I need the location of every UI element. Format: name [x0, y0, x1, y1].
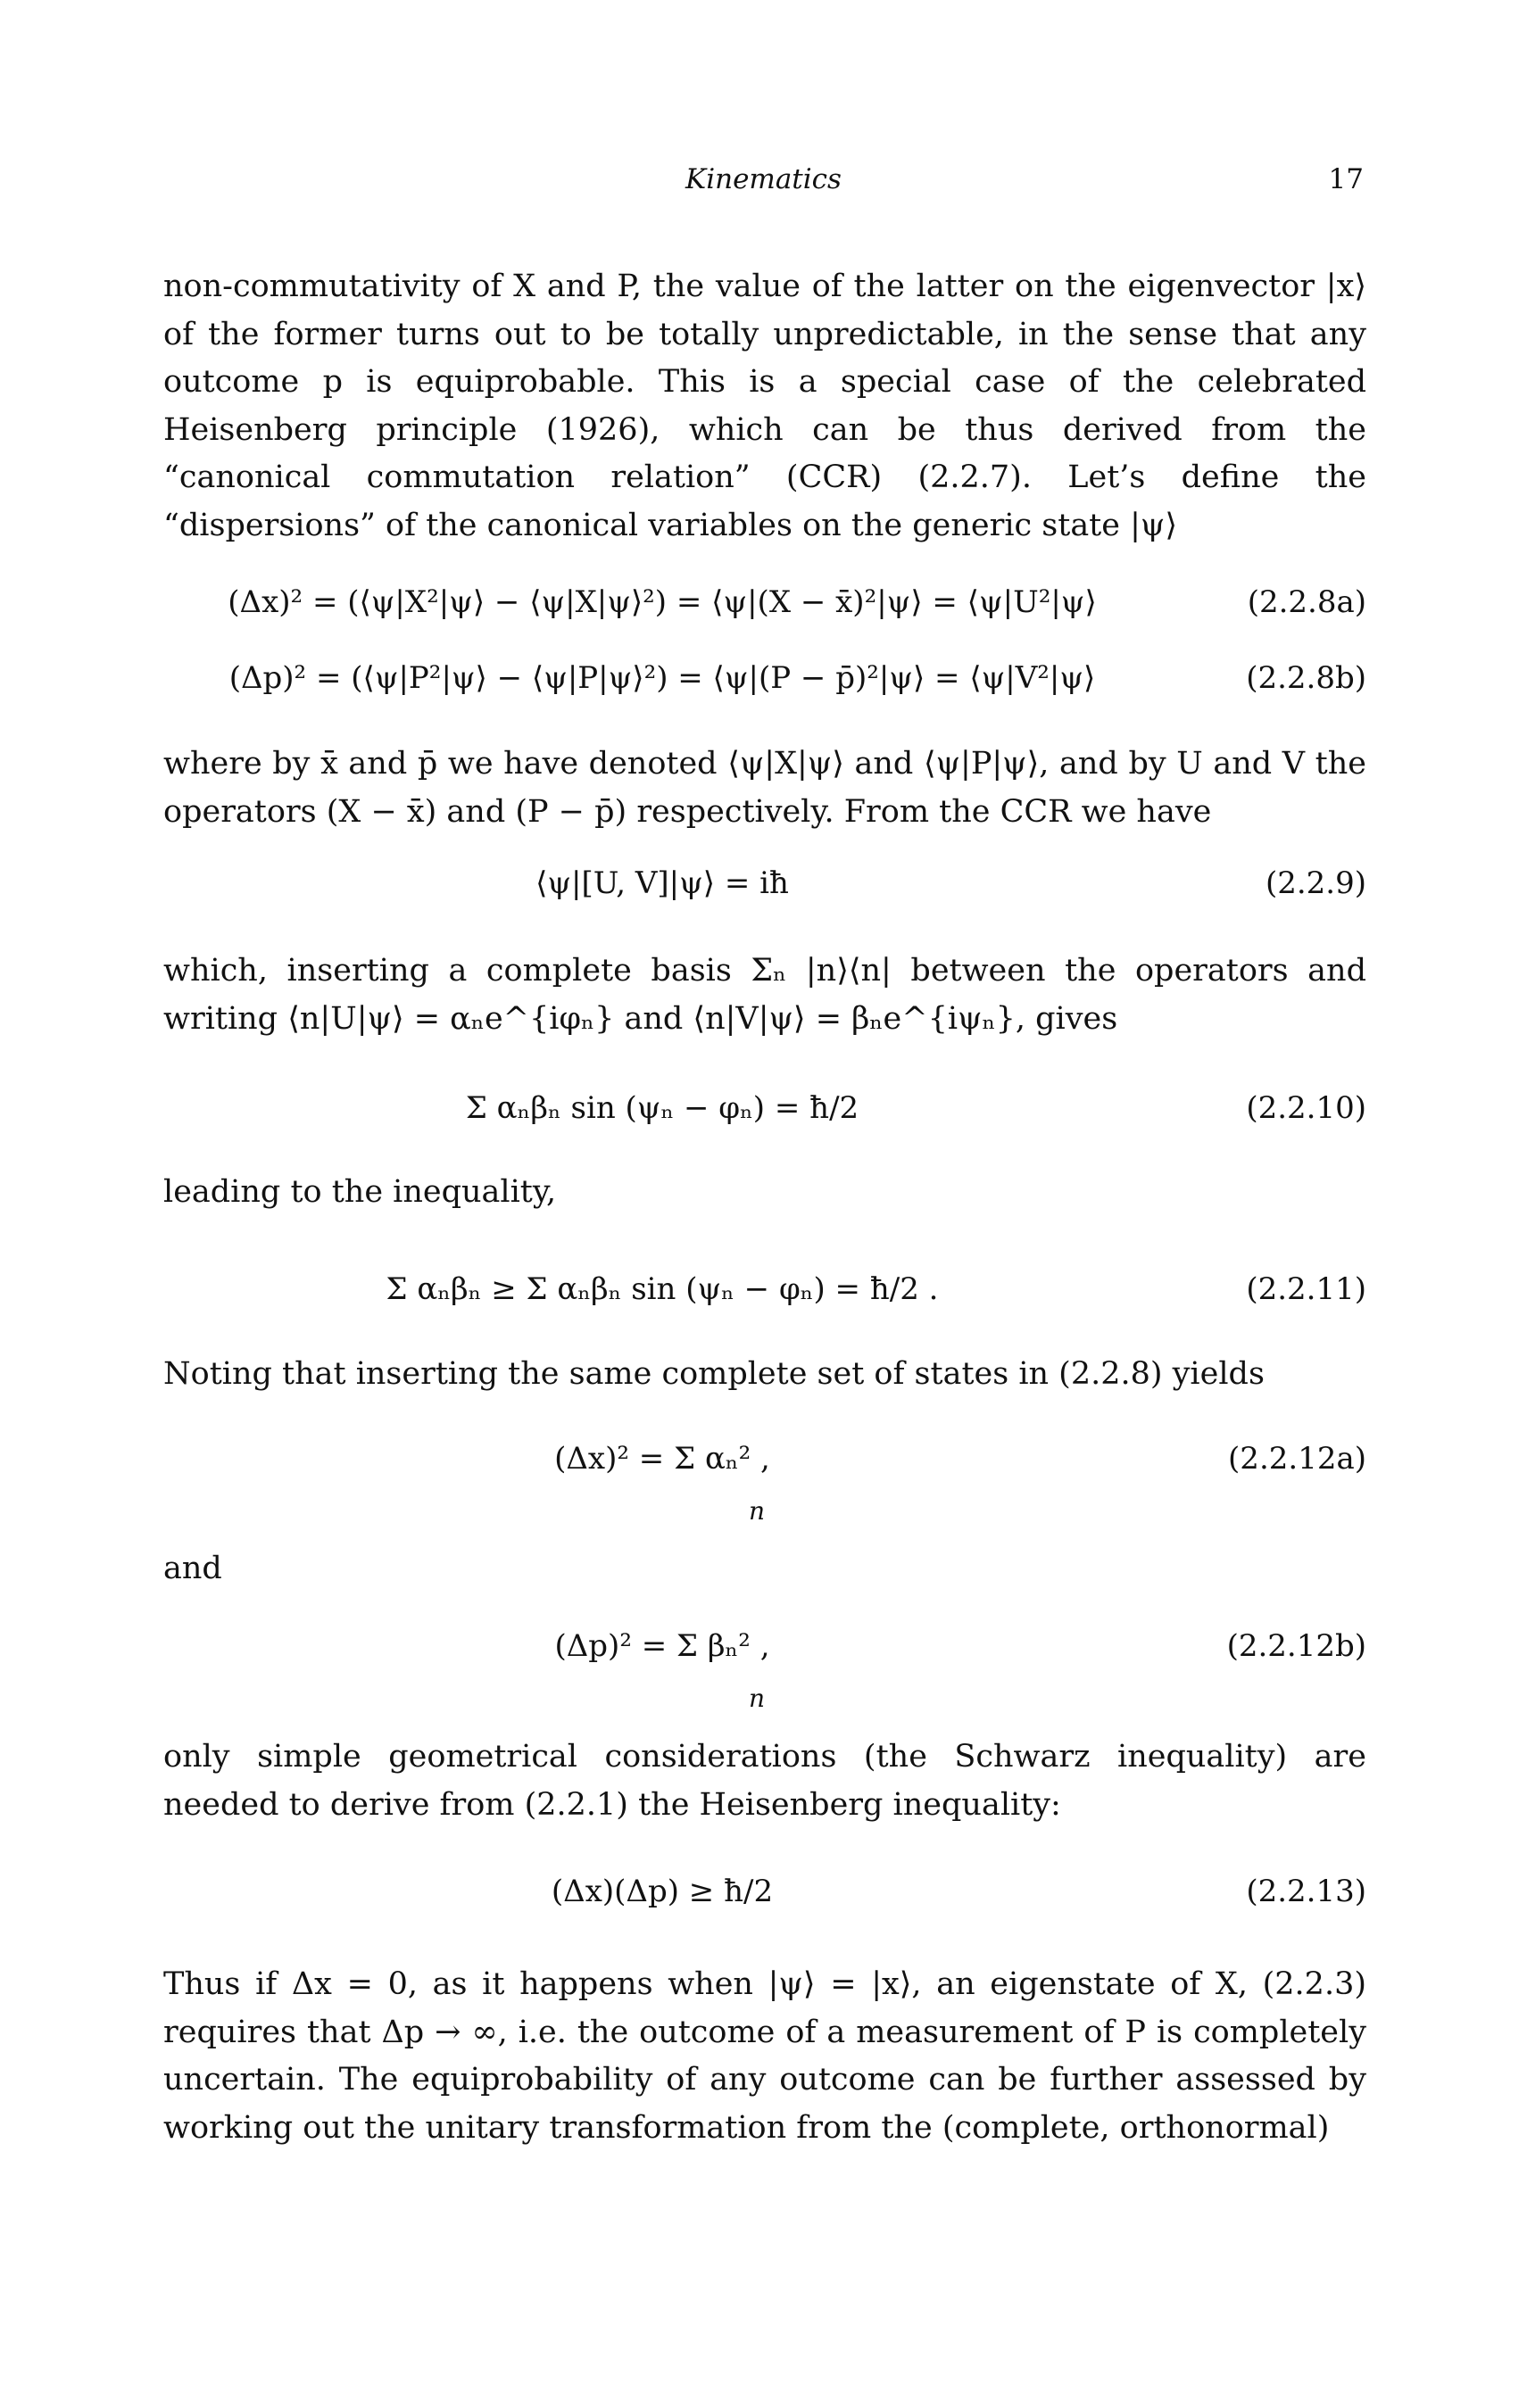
equation-number: (2.2.13) [1246, 1874, 1366, 1909]
equation-number: (2.2.8a) [1247, 584, 1366, 620]
summation-index: n [748, 1496, 766, 1526]
page-number: 17 [1328, 163, 1364, 195]
equation-expression: (Δx)(Δp) ≥ ħ/2 [551, 1874, 774, 1909]
equation-expression: Σ αₙβₙ sin (ψₙ − φₙ) = ħ/2 [465, 1090, 859, 1126]
paragraph-3: which, inserting a complete basis Σₙ |n⟩⟨n| between the operators and writing ⟨n|U|ψ⟩ = αₙe^{iφₙ} and ⟨n|V|ψ⟩ = βₙe^{iψₙ}, gives [163, 953, 1366, 1037]
equation-expression: (Δx)² = Σ αₙ² , [554, 1441, 770, 1477]
paragraph-8: Thus if Δx = 0, as it happens when |ψ⟩ = |x⟩, an eigenstate of X, (2.2.3) requires that Δp → ∞, i.e. the outcome of a measurement of P is completely uncertain. The equiprobability of any outcome can be further assessed by working out the unitary transformation from the (complete, orthonormal) [163, 1966, 1366, 2146]
equation-2-2-9 [163, 865, 1366, 919]
equation-2-2-10 [163, 1090, 1366, 1144]
page-header [0, 163, 1527, 199]
equation-number: (2.2.12b) [1226, 1628, 1366, 1664]
paragraph-4: leading to the inequality, [163, 1174, 557, 1210]
equation-number: (2.2.10) [1246, 1090, 1366, 1126]
equation-expression: (Δp)² = Σ βₙ² , [554, 1628, 770, 1664]
equation-expression: Σ αₙβₙ ≥ Σ αₙβₙ sin (ψₙ − φₙ) = ħ/2 . [386, 1271, 939, 1307]
equation-2-2-8b [163, 660, 1366, 714]
equation-number: (2.2.9) [1265, 865, 1366, 901]
paragraph-7: only simple geometrical considerations (the Schwarz inequality) are needed to derive from (2.2.1) the Heisenberg inequality: [163, 1739, 1366, 1823]
equation-number: (2.2.11) [1246, 1271, 1366, 1307]
equation-2-2-8a [163, 584, 1366, 638]
paragraph-6: and [163, 1551, 222, 1586]
equation-number: (2.2.8b) [1246, 660, 1366, 696]
paragraph-2: where by x̄ and p̄ we have denoted ⟨ψ|X|ψ⟩ and ⟨ψ|P|ψ⟩, and by U and V the operators (X − x̄) and (P − p̄) respectively. From the CCR we have [163, 746, 1366, 830]
equation-2-2-13 [163, 1874, 1366, 1927]
equation-expression: ⟨ψ|[U, V]|ψ⟩ = iħ [535, 865, 789, 901]
equation-number: (2.2.12a) [1228, 1441, 1366, 1477]
summation-index: n [748, 1684, 766, 1713]
equation-2-2-12a [163, 1441, 1366, 1526]
equation-2-2-11 [163, 1271, 1366, 1325]
paragraph-1: non-commutativity of X and P, the value of the latter on the eigenvector |x⟩ of the former turns out to be totally unpredictable, in the sense that any outcome p is equiprobable. This is a special case of the celebrated Heisenberg principle (1926), which can be thus derived from the “canonical commutation relation” (CCR) (2.2.7). Let’s define the “dispersions” of the canonical variables on the generic state |ψ⟩ [163, 269, 1366, 543]
running-head: Kinematics [685, 163, 842, 195]
equation-2-2-12b [163, 1628, 1366, 1713]
equation-expression: (Δp)² = (⟨ψ|P²|ψ⟩ − ⟨ψ|P|ψ⟩²) = ⟨ψ|(P − p̄)²|ψ⟩ = ⟨ψ|V²|ψ⟩ [228, 660, 1096, 696]
paragraph-5: Noting that inserting the same complete set of states in (2.2.8) yields [163, 1356, 1265, 1392]
equation-expression: (Δx)² = (⟨ψ|X²|ψ⟩ − ⟨ψ|X|ψ⟩²) = ⟨ψ|(X − x̄)²|ψ⟩ = ⟨ψ|U²|ψ⟩ [228, 584, 1097, 620]
